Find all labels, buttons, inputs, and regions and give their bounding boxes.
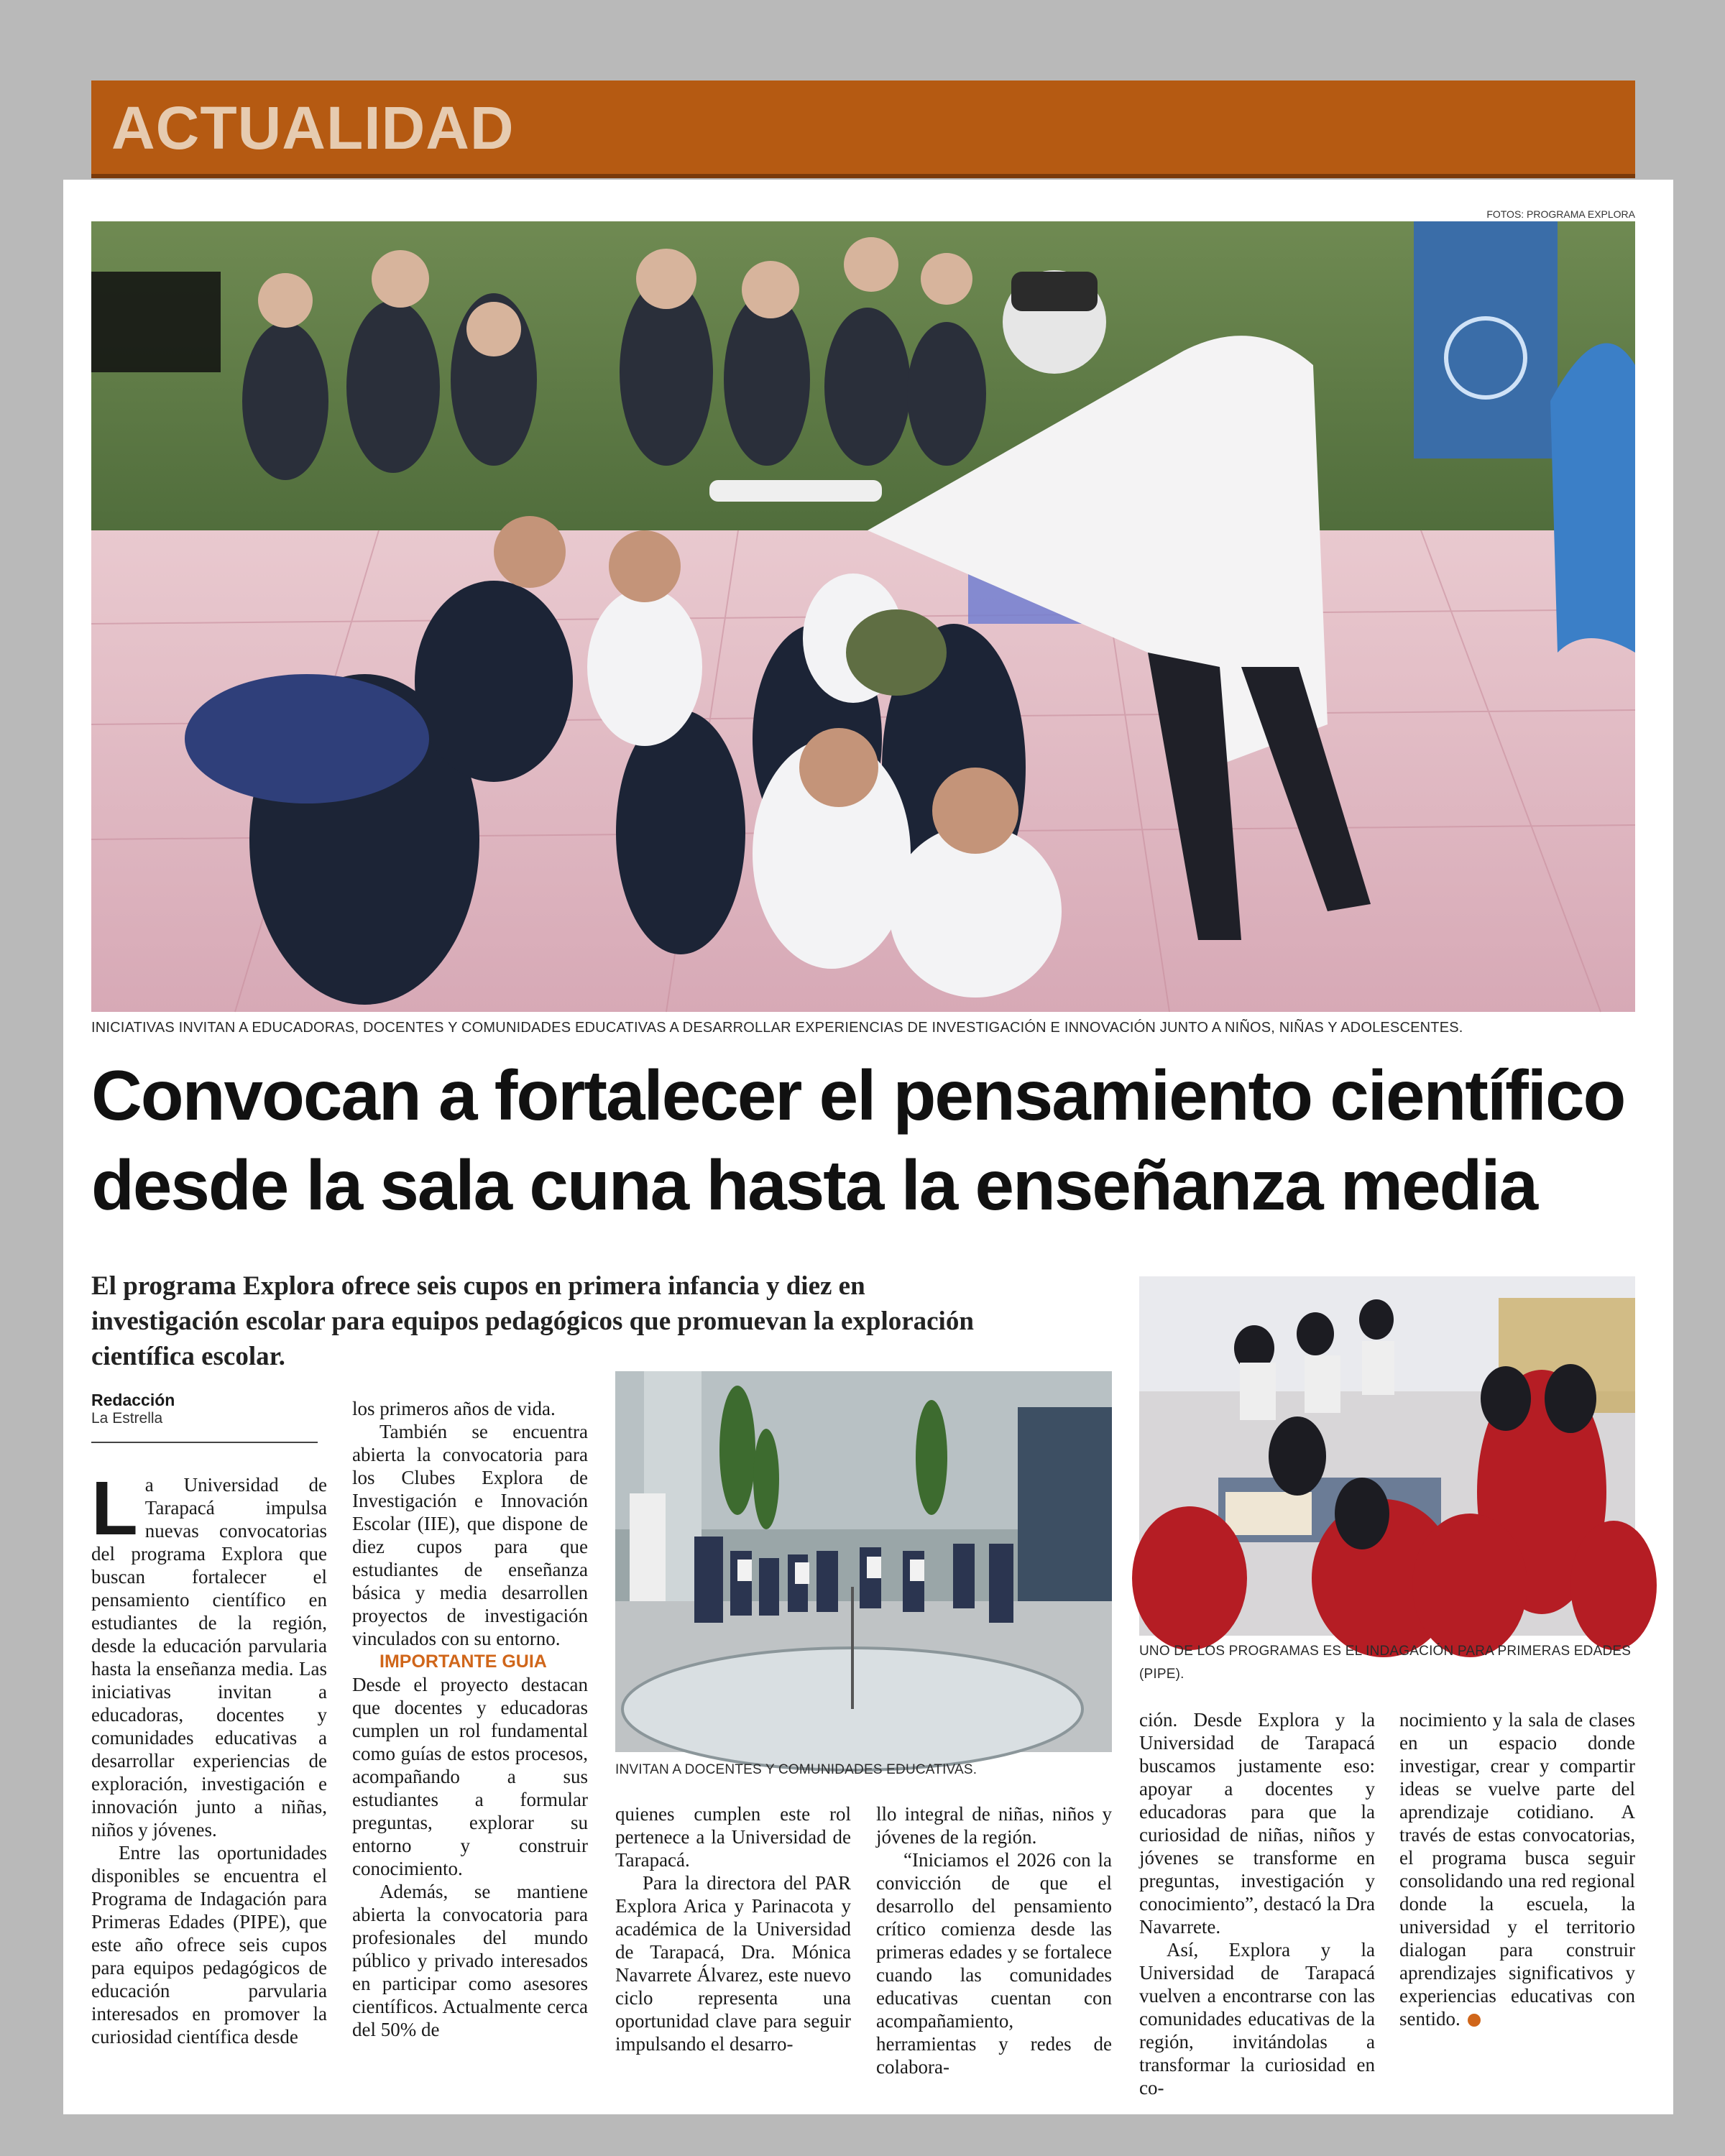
- drop-cap: L: [91, 1466, 138, 1551]
- col1-paragraph-1: a Universidad de Tarapacá impulsa nuevas convocatorias del programa Explora que buscan fortalecer el pensamiento científico en estudiantes de la región, desde la educación parvularia hasta la enseñanza media. Las iniciativas invitan a educadoras, docentes y comunidades educativas a desarrollar experiencias de exploración, investigación e innovación junto a niñas, niños y jóvenes.: [91, 1474, 327, 1841]
- center-photo-caption: INVITAN A DOCENTES Y COMUNIDADES EDUCATIVAS.: [615, 1762, 978, 1777]
- body-column-4: [876, 1802, 1112, 2077]
- main-photo-caption: INICIATIVAS INVITAN A EDUCADORAS, DOCENTES Y COMUNIDADES EDUCATIVAS A DESARROLLAR EXPERIENCIAS DE INVESTIGACIÓN E INNOVACIÓN JUNTO A NIÑOS, NIÑAS Y ADOLESCENTES.: [91, 1020, 1463, 1036]
- right-photo: [1139, 1276, 1635, 1636]
- headline: Convocan a fortalecer el pensamiento científico desde la sala cuna hasta la enseñanza media: [91, 1056, 1625, 1225]
- col5-paragraph-1: ción. Desde Explora y la Universidad de Tarapacá buscamos justamente eso: apoyar a docentes y educadoras para que la curiosidad de niñas, niños y jóvenes se transforme en preguntas, investigación y conocimiento”, destacó la Dra Navarrete.: [1139, 1709, 1375, 1938]
- right-photo-caption: [1139, 1640, 1635, 1686]
- byline-divider: [91, 1442, 318, 1443]
- col2-paragraph-1: los primeros años de vida.: [352, 1398, 556, 1419]
- body-column-6: [1399, 1708, 1635, 2077]
- byline-name: Redacción: [91, 1391, 175, 1409]
- center-photo: [615, 1371, 1112, 1752]
- col4-paragraph-1: llo integral de niñas, niños y jóvenes de la región.: [876, 1803, 1112, 1848]
- col1-paragraph-2: Entre las oportunidades disponibles se encuentra el Programa de Indagación para Primeras Edades (PIPE), que este año ofrece seis cupos para equipos pedagógicos de educación parvularia interesados en promover la curiosidad científica desde: [91, 1842, 327, 2047]
- body-column-2: [352, 1397, 588, 2077]
- photo-credit: FOTOS: PROGRAMA EXPLORA: [1486, 208, 1635, 220]
- section-title: ACTUALIDAD: [111, 94, 515, 162]
- col4-paragraph-2: “Iniciamos el 2026 con la convicción de que el desarrollo del pensamiento crítico comienza desde las primeras edades y se fortalece cuando las comunidades educativas cuentan con acompañamiento, herramientas y redes de colabora-: [876, 1849, 1112, 2078]
- section-header: [91, 80, 1635, 178]
- main-photo: [91, 221, 1635, 1012]
- col3-paragraph-1: quienes cumplen este rol pertenece a la Universidad de Tarapacá.: [615, 1803, 851, 1871]
- col2-paragraph-3: Desde el proyecto destacan que docentes y educadoras cumplen un rol fundamental como guías de estos procesos, acompañando a sus estudiantes a formular preguntas, explorar su entorno y construir conocimiento.: [352, 1674, 588, 1879]
- col2-paragraph-4: Además, se mantiene abierta la convocatoria para profesionales del mundo público y privado interesados en participar como asesores científicos. Actualmente cerca del 50% de: [352, 1881, 588, 2040]
- end-of-article-icon: [1468, 2014, 1481, 2027]
- col2-paragraph-2: También se encuentra abierta la convocatoria para los Clubes Explora de Investigación e Innovación Escolar (IIE), que dispone de diez cupos para que estudiantes de enseñanza básica y media desarrollen proyectos de investigación vinculados con su entorno.: [352, 1421, 588, 1649]
- subhead-importante-guia: IMPORTANTE GUIA: [380, 1651, 547, 1672]
- body-column-5: [1139, 1708, 1375, 2099]
- body-column-1: [91, 1466, 327, 2077]
- body-column-3: [615, 1802, 851, 2077]
- col5-paragraph-2: Así, Explora y la Universidad de Tarapacá vuelven a encontrarse con las comunidades educativas de la región, invitándolas a transformar la curiosidad en co-: [1139, 1939, 1375, 2099]
- byline-outlet: La Estrella: [91, 1410, 163, 1427]
- col3-paragraph-2: Para la directora del PAR Explora Arica y Parinacota y académica de la Universidad de Tarapacá, Dra. Mónica Navarrete Álvarez, este nuevo ciclo representa una oportunidad clave para seguir impulsando el desarro-: [615, 1872, 851, 2055]
- col6-paragraph-1: nocimiento y la sala de clases en un espacio donde investigar, crear y compartir ideas se vuelve parte del aprendizaje cotidiano. A través de estas convocatorias, el programa busca seguir consolidando una red regional donde la escuela, la universidad y el territorio dialogan para construir aprendizajes significativos y experiencias educativas con sentido.: [1399, 1709, 1635, 2030]
- right-photo-caption-text: UNO DE LOS PROGRAMAS ES EL INDAGACIÓN PARA PRIMERAS EDADES (PIPE).: [1139, 1644, 1632, 1682]
- deck: El programa Explora ofrece seis cupos en primera infancia y diez en investigación escolar para equipos pedagógicos que promuevan la exploración científica escolar.: [91, 1271, 974, 1371]
